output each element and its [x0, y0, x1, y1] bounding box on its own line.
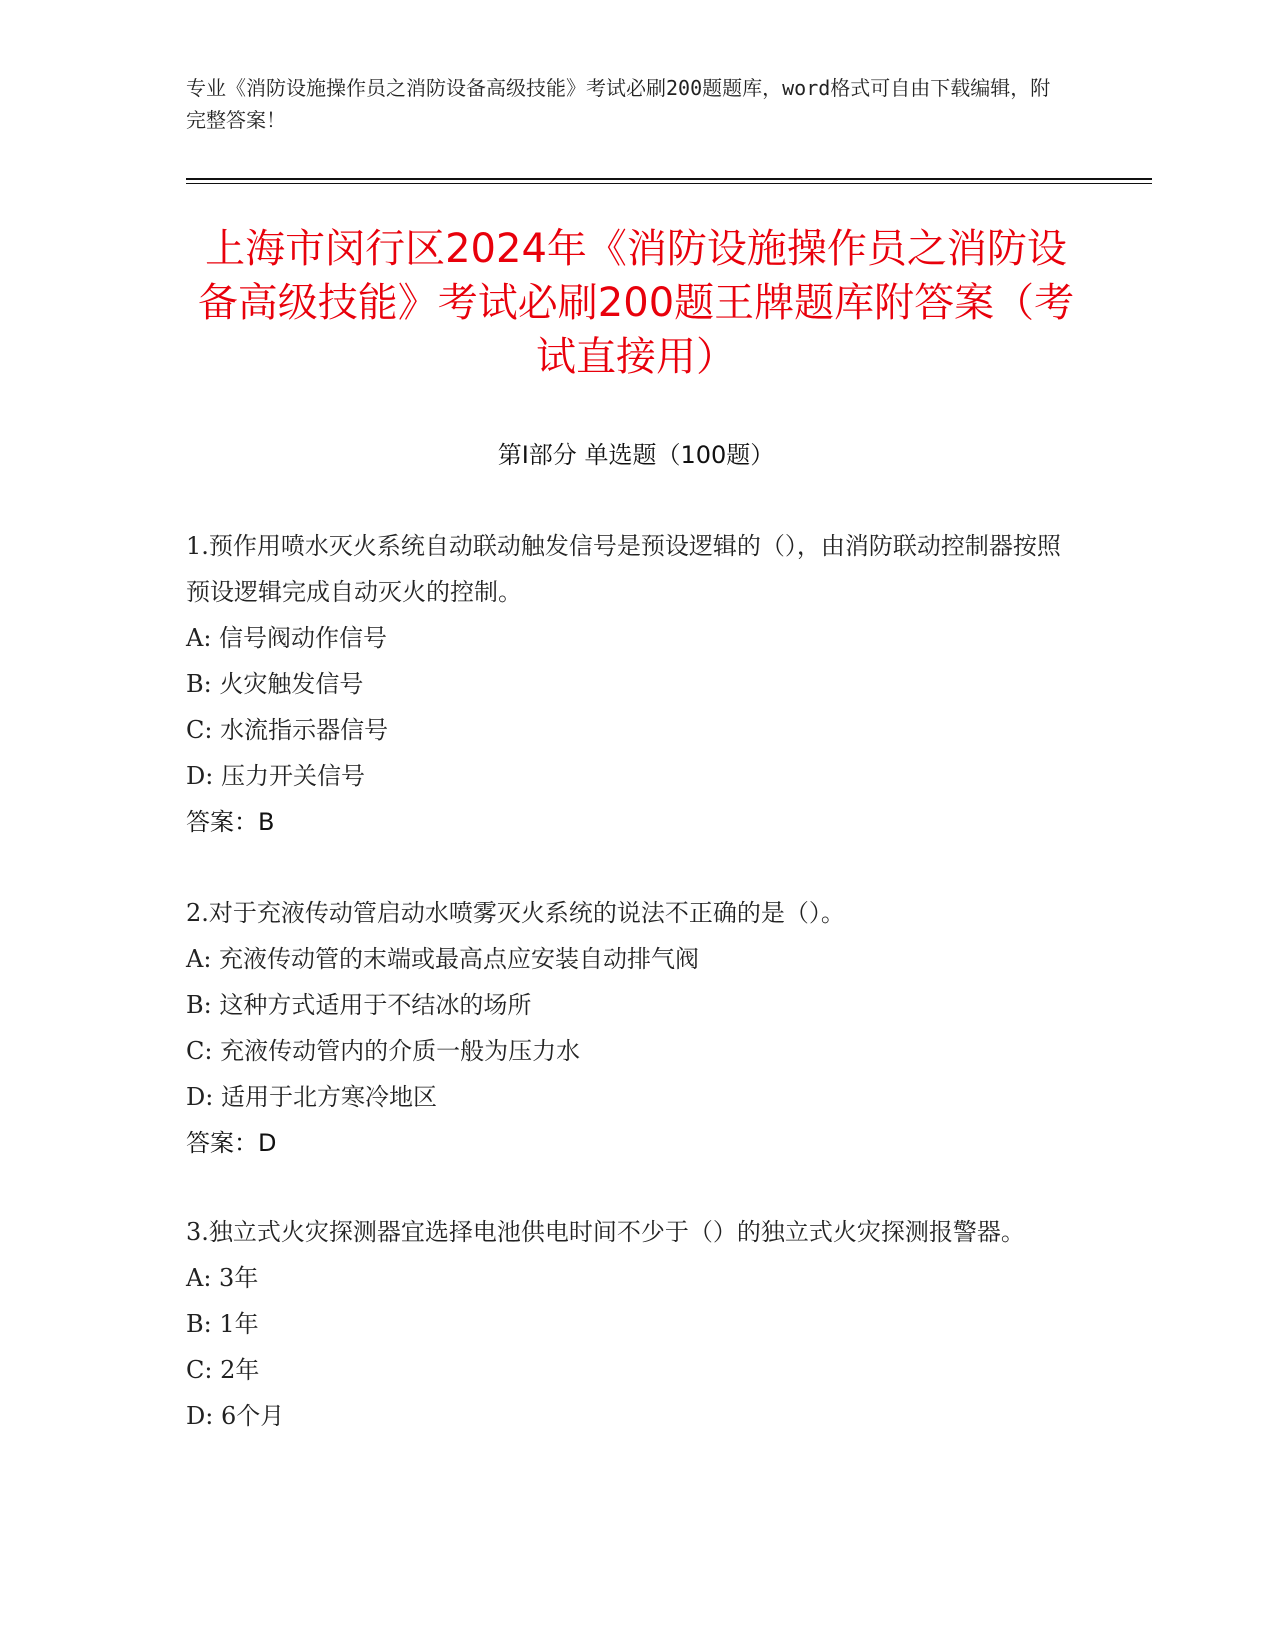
- question-stem: 1.预作用喷水灭火系统自动联动触发信号是预设逻辑的（），由消防联动控制器按照预设逻辑完成自动灭火的控制。: [186, 532, 1061, 606]
- option-b: B: 火灾触发信号: [186, 670, 364, 698]
- answer: 答案：B: [186, 808, 275, 836]
- question-2: [186, 890, 1066, 1166]
- document-title: 上海市闵行区2024年《消防设施操作员之消防设备高级技能》考试必刷200题王牌题库附答案（考试直接用）: [197, 226, 1075, 380]
- option-d: D: 压力开关信号: [186, 762, 365, 790]
- option-d: D: 适用于北方寒冷地区: [186, 1083, 437, 1111]
- option-b: B: 1年: [186, 1310, 259, 1338]
- question-stem: 3.独立式火灾探测器宜选择电池供电时间不少于（）的独立式火灾探测报警器。: [186, 1218, 1025, 1246]
- header-divider-thick: [186, 178, 1152, 180]
- option-c: C: 充液传动管内的介质一般为压力水: [186, 1037, 581, 1065]
- header-note: 专业《消防设施操作员之消防设备高级技能》考试必刷200题题库，word格式可自由下载编辑，附完整答案！: [186, 76, 1051, 132]
- option-d: D: 6个月: [186, 1402, 285, 1430]
- option-a: A: 充液传动管的末端或最高点应安装自动排气阀: [186, 945, 700, 973]
- section-heading: 第Ⅰ部分 单选题（100题）: [497, 441, 775, 469]
- option-c: C: 2年: [186, 1356, 260, 1384]
- question-1: [186, 523, 1066, 845]
- option-a: A: 信号阀动作信号: [186, 624, 388, 652]
- question-stem: 2.对于充液传动管启动水喷雾灭火系统的说法不正确的是（）。: [186, 899, 845, 927]
- option-b: B: 这种方式适用于不结冰的场所: [186, 991, 532, 1019]
- question-3: [186, 1209, 1066, 1439]
- header-divider-thin: [186, 183, 1152, 184]
- answer: 答案：D: [186, 1129, 277, 1157]
- option-a: A: 3年: [186, 1264, 259, 1292]
- option-c: C: 水流指示器信号: [186, 716, 389, 744]
